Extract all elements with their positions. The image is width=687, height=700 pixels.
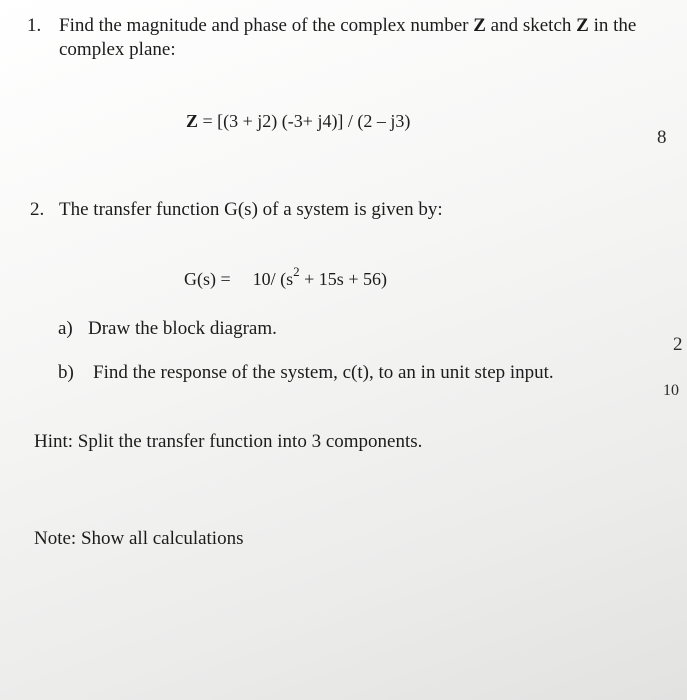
q2-eq-rhs-post: + 15s + 56) [299, 269, 387, 289]
q1-eq-lhs: Z [186, 111, 199, 131]
q2-eq-lhs: G(s) = [184, 269, 231, 289]
q1-line1-mid: and sketch [485, 15, 577, 36]
q2-part-a-text: Draw the block diagram. [88, 318, 277, 339]
note-text: Note: Show all calculations [34, 528, 244, 549]
q2-part-a-label: a) [58, 318, 73, 339]
q1-number: 1. [27, 15, 42, 36]
q1-eq-rhs: = [(3 + j2) (-3+ j4)] / (2 – j3) [198, 111, 411, 131]
q1-marks: 8 [657, 127, 667, 148]
q1-var-z1: Z [473, 15, 486, 36]
q1-line1 [59, 15, 636, 37]
q1-line1-pre: Find the magnitude and phase of the complex number [59, 15, 474, 36]
q2-line1: The transfer function G(s) of a system is given by: [59, 199, 443, 220]
q2-equation [184, 264, 387, 292]
q2-part-b-marks: 10 [663, 382, 679, 399]
q2-eq-exponent: 2 [293, 264, 300, 279]
q1-var-z2: Z [576, 15, 589, 36]
q2-eq-rhs-pre: 10/ (s [252, 269, 294, 289]
q1-equation [186, 110, 410, 132]
q2-number: 2. [30, 199, 45, 220]
q2-part-a-marks: 2 [673, 334, 683, 355]
hint-text: Hint: Split the transfer function into 3 components. [34, 431, 423, 452]
q2-part-b-label: b) [58, 362, 74, 383]
q2-part-b-text: Find the response of the system, c(t), to an in unit step input. [93, 362, 554, 383]
q1-line2: complex plane: [59, 39, 176, 60]
q1-line1-post: in the [588, 15, 637, 36]
